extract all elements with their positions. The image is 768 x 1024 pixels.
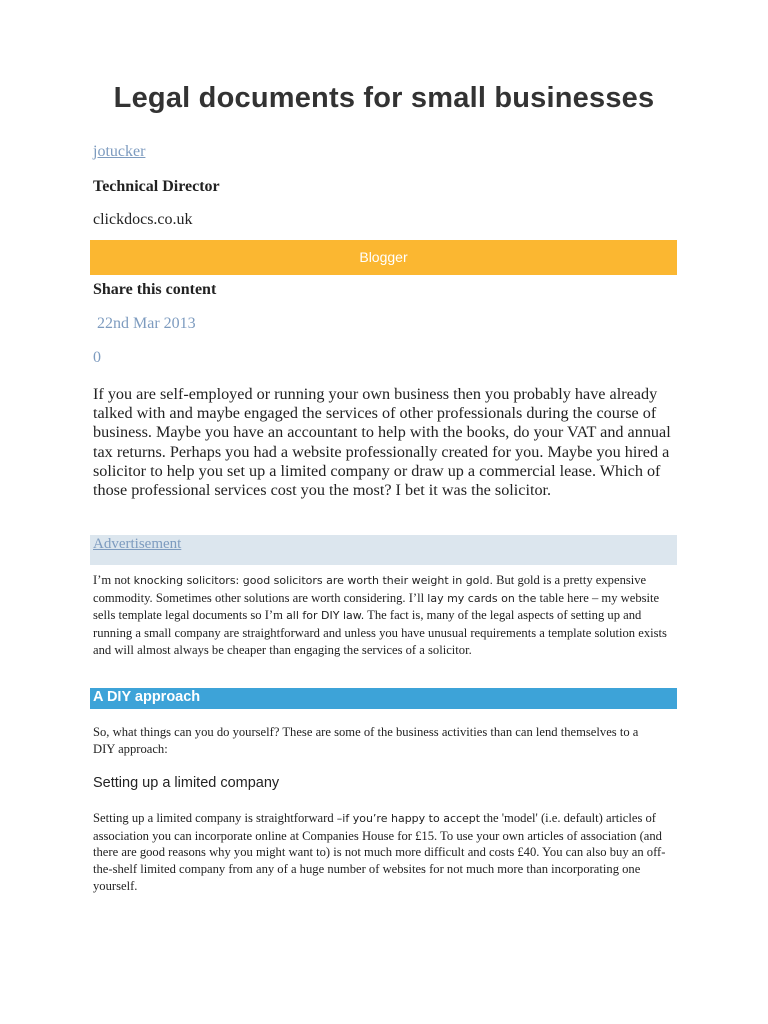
para2-text-6: all for DIY law. [286,609,365,623]
page-title: Legal documents for small businesses [113,82,655,114]
section-header-bar [90,688,677,709]
para4-text-3: the 'model' (i.e. default) articles of association you can incorporate online at Companies House for £15. To use your own articles of association (and there are good reasons why you might want to) is not much more difficult and costs £40. You can also buy an off-the-shelf limited company from any of a huge number of websites for not much more than incorporating one yourself. [93,811,666,893]
para4-text-1: Setting up a limited company is straightforward [93,811,337,825]
subheading: Setting up a limited company [93,775,280,791]
intro-paragraph: If you are self-employed or running your own business then you probably have already talked with and maybe engaged the services of other professionals during the course of business. Maybe you have an accountant to help with the books, do your VAT and annual tax returns. Perhaps you had a website professionally created for you. Maybe you hired a solicitor to help you set up a limited company or draw up a commercial lease. Which of those professional services cost you the most? I bet it was the solicitor. [93,385,671,500]
section-title: A DIY approach [93,689,201,705]
comment-count[interactable]: 0 [93,349,101,366]
body-paragraph-3: So, what things can you do yourself? These are some of the business activities than can lend themselves to a DIY approach: [93,725,639,756]
advertisement-link[interactable]: Advertisement [93,536,182,552]
para2-text-2: knocking solicitors: good solicitors are worth their weight in gold. [133,574,493,587]
author-job-title: Technical Director [93,178,220,195]
body-paragraph-2 [93,572,683,659]
share-label: Share this content [93,281,217,298]
para2-text-3: But gold is a pretty expensive commodity. Sometimes other solutions are worth considering. I’ll [93,573,647,605]
advertisement-bar [90,535,677,565]
category-banner: Blogger [90,240,677,275]
para2-text-4: lay my cards on the [427,591,537,605]
para2-text-7: The fact is, many of the legal aspects of setting up and running a small company are straightforward and unless you have unusual requirements a template solution exists and will almost always be cheaper than engaging the services of a solicitor. [93,608,667,657]
para2-text-5: table here – my website sells template legal documents so I’m [93,590,660,623]
para2-text-1: I’m not [93,573,134,587]
para4-text-2: –if you’re happy to accept [336,812,481,825]
author-website: clickdocs.co.uk [93,211,193,228]
publish-date: 22nd Mar 2013 [97,315,196,332]
author-link[interactable]: jotucker [93,143,146,160]
body-paragraph-4 [93,810,683,895]
